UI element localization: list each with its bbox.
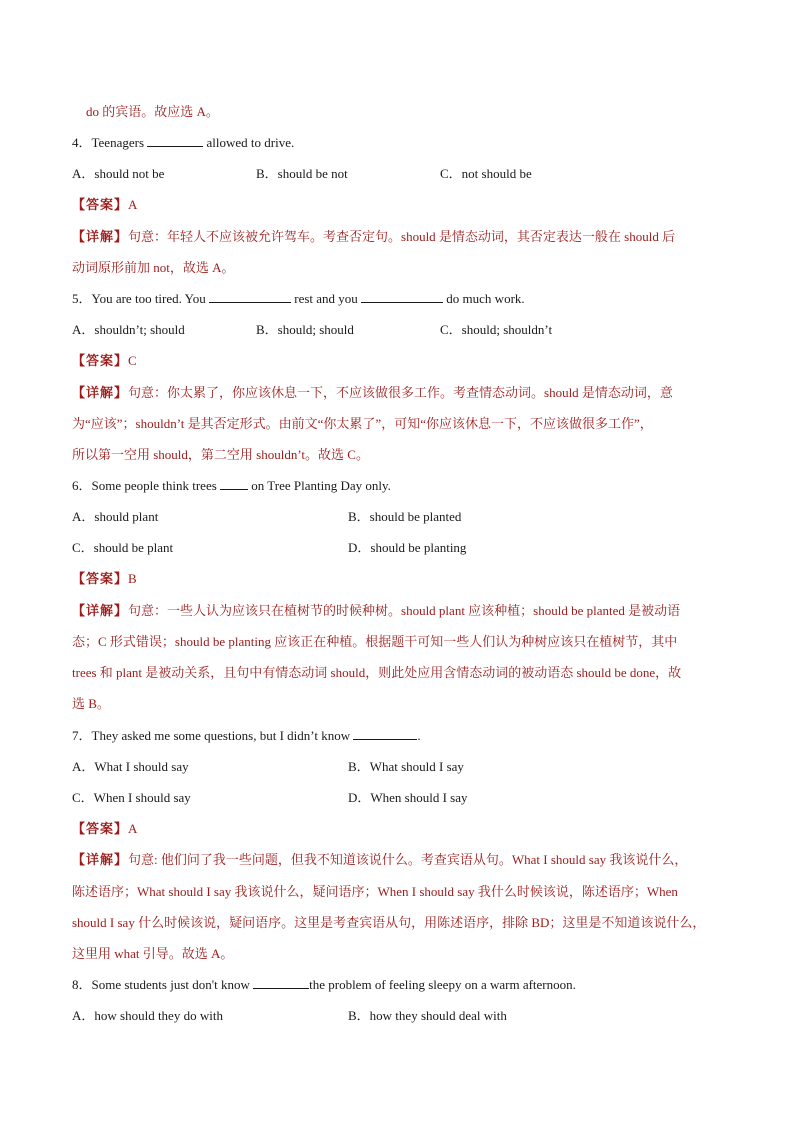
q6-detail-line-3: trees 和 plant 是被动关系，且句中有情态动词 should，则此处应用含情态动词的被动语态 should be done，故	[72, 665, 682, 680]
q4-option-a: A．should not be	[72, 166, 165, 181]
q4-answer	[72, 196, 137, 214]
q5-answer: 【答案】C	[72, 353, 137, 368]
question-5-stem: 5．You are too tired. You rest and you do much work.	[72, 291, 525, 306]
q5-blank-2	[361, 290, 443, 303]
q7-detail-line-1: 【详解】句意: 他们问了我一些问题，但我不知道该说什么。考查宾语从句。What I should say 我该说什么，	[72, 852, 688, 867]
q7-answer-value: A	[128, 821, 138, 836]
q8-blank	[253, 976, 309, 989]
q8-option-a: A．how should they do with	[72, 1008, 223, 1023]
q5-detail-line-2: 为“应该”；shouldn’t 是其否定形式。由前文“你太累了”，可知“你应该休息一下，不应该做很多工作”，	[72, 416, 653, 431]
question-7-stem: 7．They asked me some questions, but I didn’t know .	[72, 728, 421, 743]
q6-detail-line-2: 态；C 形式错误；should be planting 应该正在种植。根据题干可知一些人们认为种树应该只在植树节，其中	[72, 634, 678, 649]
q6-detail-line-4: 选 B。	[72, 696, 110, 711]
q4-detail-line-2: 动词原形前加 not，故选 A。	[72, 260, 235, 275]
q5-option-a: A．shouldn’t; should	[72, 322, 185, 337]
q4-answer-value: A	[128, 197, 138, 212]
q4-detail-line-1: 【详解】句意：年轻人不应该被允许驾车。考查否定句。should 是情态动词，其否定表达一般在 should 后	[72, 229, 676, 244]
q5-detail-line-3: 所以第一空用 should，第二空用 shouldn’t。故选 C。	[72, 447, 369, 462]
q5-blank-1	[209, 290, 291, 303]
q6-answer: 【答案】B	[72, 571, 137, 586]
q7-detail-line-4: 这里用 what 引导。故选 A。	[72, 946, 234, 961]
q6-blank	[220, 477, 248, 490]
q6-detail-line-1: 【详解】句意：一些人认为应该只在植树节的时候种树。should plant 应该种植；should be planted 是被动语	[72, 603, 681, 618]
q5-option-c: C．should; shouldn’t	[440, 322, 553, 337]
q6-option-d: D．should be planting	[348, 540, 467, 555]
q6-answer-value: B	[128, 571, 137, 586]
q5-option-b: B．should; should	[256, 322, 354, 337]
q7-answer: 【答案】A	[72, 821, 138, 836]
q7-option-a: A．What I should say	[72, 759, 189, 774]
question-4-stem	[72, 134, 294, 152]
q7-option-d: D．When should I say	[348, 790, 468, 805]
q5-detail-line-1: 【详解】句意：你太累了，你应该休息一下，不应该做很多工作。考查情态动词。should 是情态动词，意	[72, 385, 673, 400]
q7-blank	[353, 727, 417, 740]
q4-stem-before: 4．Teenagers	[72, 135, 145, 150]
q4-option-b: B．should be not	[256, 166, 348, 181]
q4-stem-after: allowed to drive.	[206, 135, 295, 150]
q4-option-c: C．not should be	[440, 166, 532, 181]
q6-option-c: C．should be plant	[72, 540, 174, 555]
q7-option-b: B．What should I say	[348, 759, 464, 774]
q7-detail-line-3: should I say 什么时候该说，疑问语序。这里是考查宾语从句，用陈述语序，排除 BD；这里是不知道该说什么，	[72, 915, 706, 930]
answer-tag: 【答案】	[72, 197, 129, 212]
q7-option-c: C．When I should say	[72, 790, 191, 805]
q7-detail-line-2: 陈述语序；What should I say 我该说什么，疑问语序；When I should say 我什么时候该说，陈述语序；When	[72, 884, 678, 899]
q8-option-b: B．how they should deal with	[348, 1008, 507, 1023]
previous-explanation-tail: do 的宾语。故应选 A。	[86, 104, 219, 119]
q6-option-b: B．should be planted	[348, 509, 462, 524]
q6-option-a: A．should plant	[72, 509, 159, 524]
detail-tag: 【详解】	[72, 229, 129, 244]
question-6-stem: 6．Some people think trees on Tree Planting Day only.	[72, 478, 391, 493]
question-8-stem: 8．Some students just don't know the problem of feeling sleepy on a warm afternoon.	[72, 977, 576, 992]
q4-blank	[147, 134, 203, 147]
q5-answer-value: C	[128, 353, 137, 368]
